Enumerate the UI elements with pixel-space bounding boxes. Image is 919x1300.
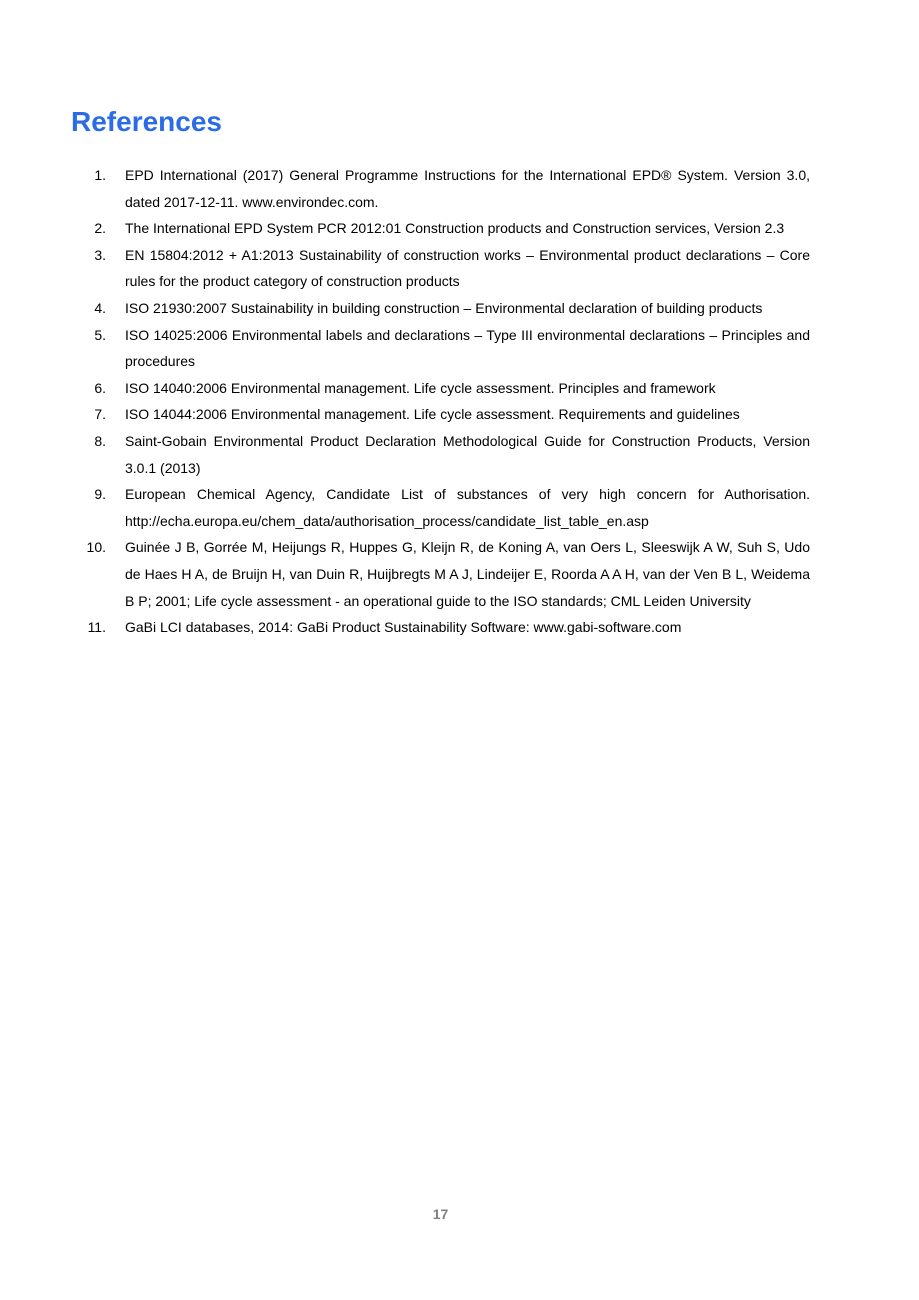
reference-item: [94, 401, 810, 428]
reference-number: 7.: [94, 406, 106, 423]
reference-number: 4.: [94, 299, 106, 316]
reference-text: ISO 21930:2007 Sustainability in building construction – Environmental declaration of building products: [125, 299, 763, 316]
reference-text: ISO 14044:2006 Environmental management. Life cycle assessment. Requirements and guidelines: [125, 406, 740, 423]
reference-item: [94, 215, 810, 242]
reference-text: ISO 14025:2006 Environmental labels and declarations – Type III environmental declarations – Principles and procedures: [125, 326, 810, 370]
reference-item: [94, 295, 810, 322]
reference-item: [94, 428, 810, 481]
reference-number: 2.: [94, 220, 106, 237]
reference-item: [94, 481, 810, 534]
page-title: References: [71, 106, 222, 137]
reference-number: 11.: [87, 619, 106, 636]
reference-item: [94, 242, 810, 295]
reference-text: EN 15804:2012 + A1:2013 Sustainability of construction works – Environmental product declarations – Core rules for the product category of construction products: [125, 246, 810, 290]
reference-number: 5.: [94, 326, 106, 343]
page-number: 17: [432, 1206, 449, 1222]
references-list: [86, 162, 810, 641]
reference-number: 8.: [94, 432, 106, 449]
reference-item: [94, 162, 810, 215]
reference-text: GaBi LCI databases, 2014: GaBi Product Sustainability Software: www.gabi-software.com: [125, 619, 682, 636]
reference-item: [94, 375, 810, 402]
reference-item: [86, 534, 810, 614]
reference-text: Guinée J B, Gorrée M, Heijungs R, Huppes G, Kleijn R, de Koning A, van Oers L, Sleeswijk A W, Suh S, Udo de Haes H A, de Bruijn H, van Duin R, Huijbregts M A J, Lindeijer E, Roorda A A H, van der Ven B L, Weidema B P; 2001; Life cycle assessment - an operational guide to the ISO standards; CML Leiden University: [125, 539, 810, 609]
reference-number: 6.: [94, 379, 106, 396]
reference-number: 1.: [94, 167, 106, 183]
reference-number: 9.: [94, 486, 106, 503]
reference-number: 10.: [86, 539, 106, 556]
reference-number: 3.: [94, 246, 106, 263]
reference-item: [87, 614, 810, 641]
reference-text: The International EPD System PCR 2012:01 Construction products and Construction services, Version 2.3: [125, 220, 785, 237]
reference-text: Saint-Gobain Environmental Product Declaration Methodological Guide for Construction Products, Version 3.0.1 (2013): [125, 432, 810, 476]
reference-item: [94, 322, 810, 375]
reference-text: ISO 14040:2006 Environmental management. Life cycle assessment. Principles and framework: [125, 379, 716, 396]
reference-text: EPD International (2017) General Programme Instructions for the International EPD® System. Version 3.0, dated 2017-12-11. www.environdec.com.: [125, 167, 810, 210]
reference-text: European Chemical Agency, Candidate List of substances of very high concern for Authorisation. http://echa.europa.eu/chem_data/authorisation_process/candidate_list_table_en.asp: [125, 486, 810, 529]
